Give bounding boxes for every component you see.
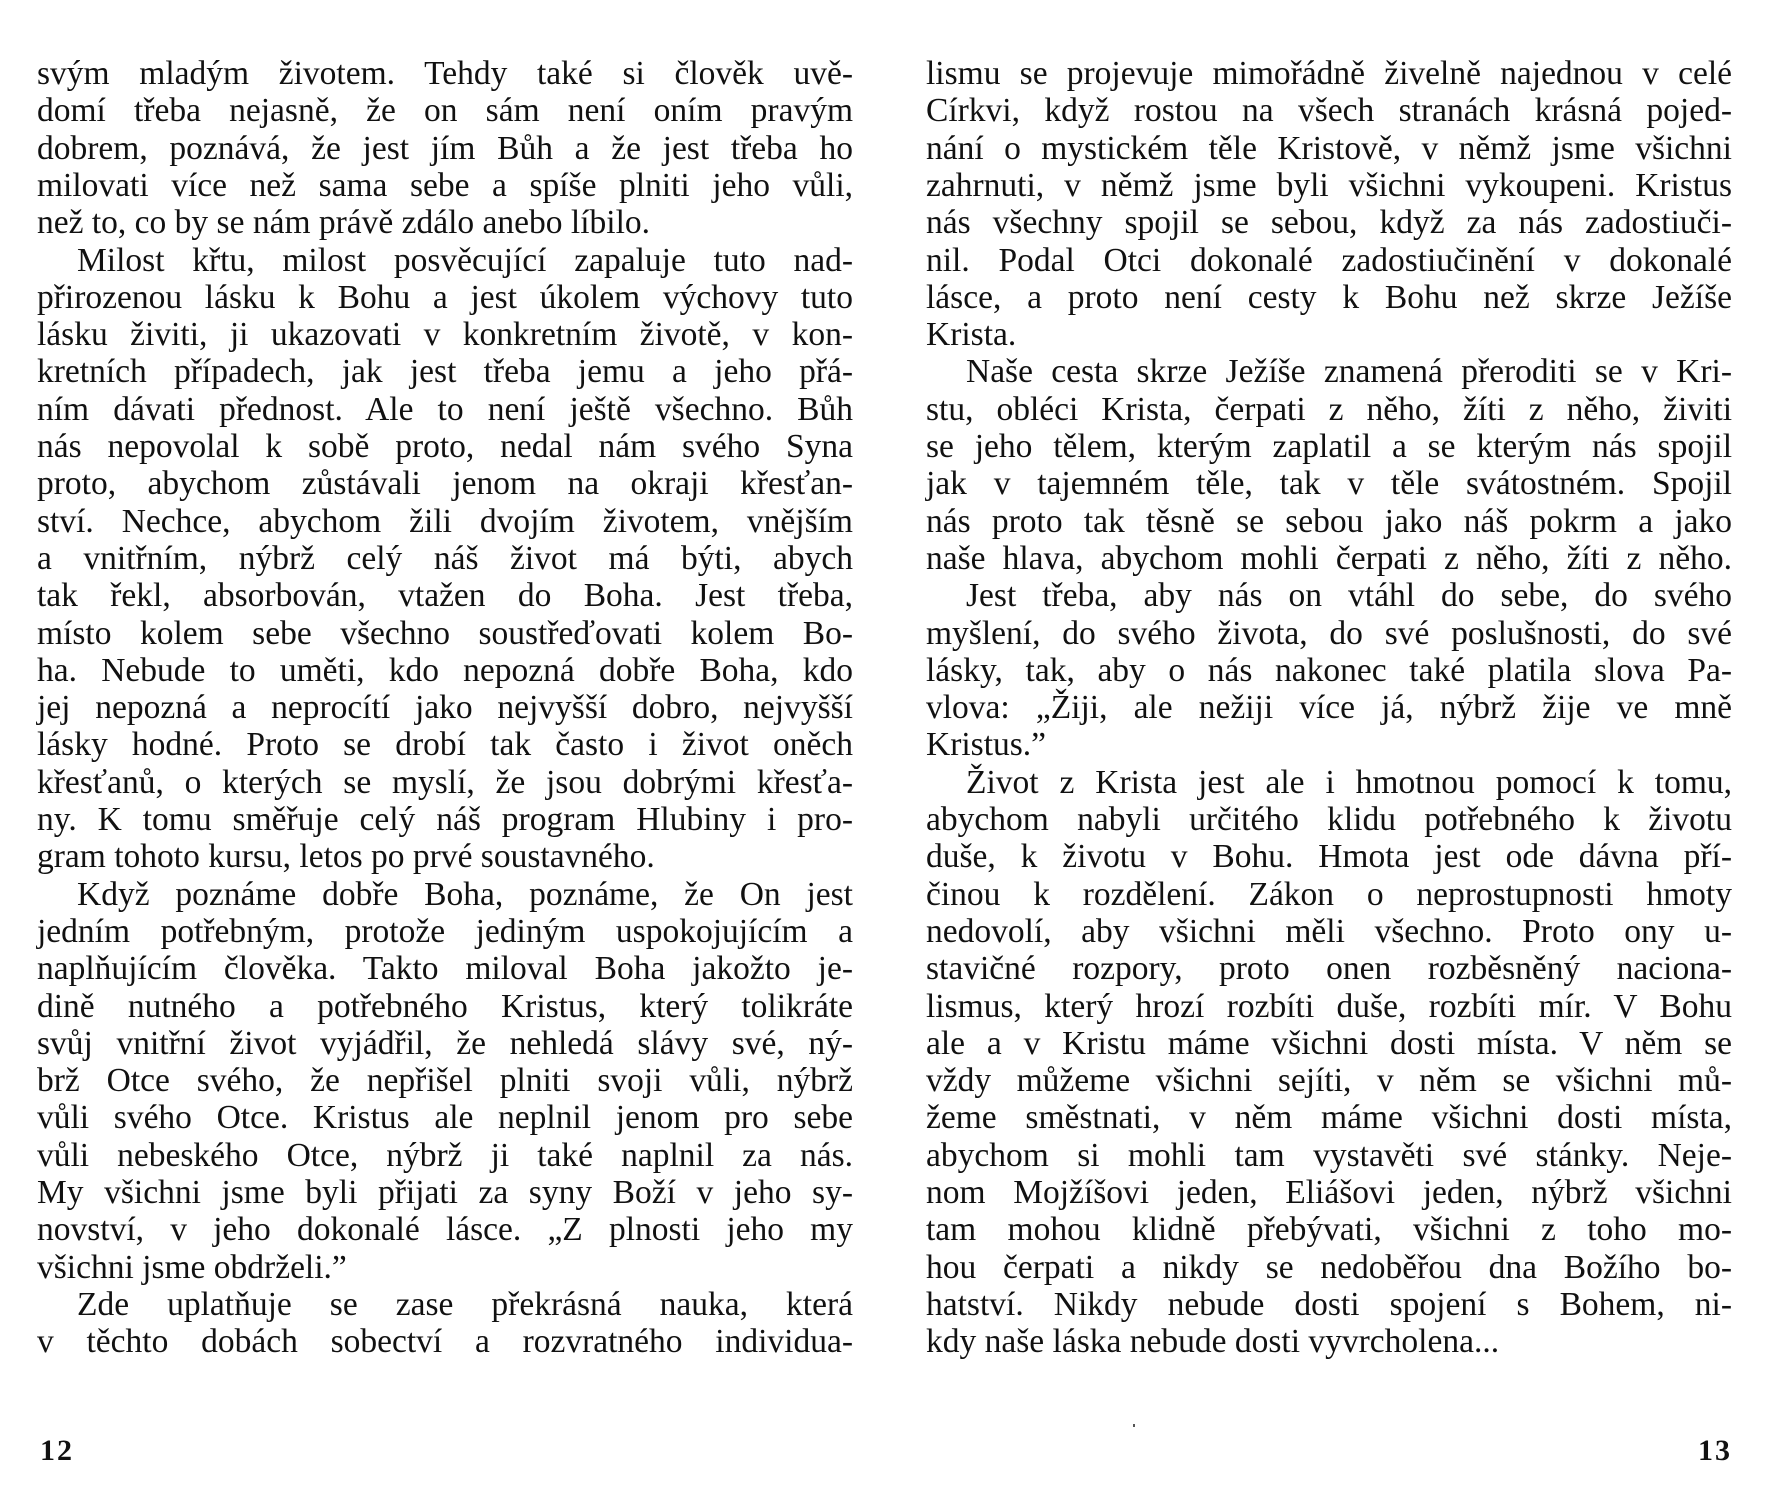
text-line: zahrnuti, v němž jsme byli všichni vykoupeni. Kristus	[926, 166, 1732, 204]
text-line: jej nepozná a neprocítí jako nejvyšší dobro, nejvyšší	[37, 689, 853, 727]
text-line: v těchto dobách sobectví a rozvratného individua-	[37, 1323, 853, 1361]
text-line: žeme směstnati, v něm máme všichni dosti místa,	[926, 1099, 1732, 1137]
text-line: místo kolem sebe všechno soustřeďovati kolem Bo-	[37, 614, 853, 652]
text-line: naše hlava, abychom mohli čerpati z něho, žíti z něho.	[926, 539, 1732, 577]
text-line: nás nepovolal k sobě proto, nedal nám svého Syna	[37, 428, 853, 465]
text-line: vůli svého Otce. Kristus ale neplnil jenom pro sebe	[37, 1099, 853, 1137]
text-line: vlova: „Žiji, ale nežiji více já, nýbrž žije ve mně	[926, 689, 1732, 727]
paragraph-first-line: Milost křtu, milost posvěcující zapaluje tuto nad-	[77, 241, 853, 279]
text-line: Kristus.”	[926, 726, 1047, 764]
text-line: nom Mojžíšovi jeden, Eliášovi jeden, nýbrž všichni	[926, 1174, 1732, 1211]
text-line: proto, abychom zůstávali jenom na okraji křesťan-	[37, 465, 853, 503]
text-line: hou čerpati a nikdy se nedoběřou dna Božího bo-	[926, 1248, 1732, 1286]
text-line: všichni jsme obdrželi.”	[37, 1248, 347, 1286]
text-line: kretních případech, jak jest třeba jemu a jeho přá-	[37, 353, 853, 391]
text-line: My všichni jsme byli přijati za syny Boží v jeho sy-	[37, 1174, 853, 1211]
text-line: dobrem, poznává, že jest jím Bůh a že jest třeba ho	[37, 129, 853, 167]
text-line: dině nutného a potřebného Kristus, který tolikráte	[37, 987, 853, 1025]
text-line: vůli nebeského Otce, nýbrž ji také naplnil za nás.	[37, 1136, 853, 1174]
paragraph-first-line: Jest třeba, aby nás on vtáhl do sebe, do svého	[966, 577, 1732, 615]
text-line: ství. Nechce, abychom žili dvojím životem, vnějším	[37, 502, 853, 540]
text-line: abychom si mohli tam vystavěti své stánky. Neje-	[926, 1136, 1732, 1174]
text-line: přirozenou lásku k Bohu a jest úkolem výchovy tuto	[37, 278, 853, 316]
paragraph-first-line: Naše cesta skrze Ježíše znamená přeroditi se v Kri-	[966, 353, 1732, 391]
text-line: ny. K tomu směřuje celý náš program Hlubiny i pro-	[37, 801, 853, 838]
text-line: brž Otce svého, že nepřišel plniti svoji vůli, nýbrž	[37, 1062, 853, 1100]
text-line: naplňujícím člověka. Takto miloval Boha jakožto je-	[37, 950, 853, 988]
text-line: hatství. Nikdy nebude dosti spojení s Bohem, ni-	[926, 1285, 1732, 1323]
text-line: lásky, tak, aby o nás nakonec také platila slova Pa-	[926, 651, 1732, 689]
text-line: ale a v Kristu máme všichni dosti místa. V něm se	[926, 1024, 1732, 1062]
text-line: novství, v jeho dokonalé lásce. „Z plnosti jeho my	[37, 1211, 853, 1249]
text-line: než to, co by se nám právě zdálo anebo líbilo.	[37, 204, 651, 242]
text-line: Církvi, když rostou na všech stranách krásná pojed-	[926, 92, 1732, 130]
text-line: nás všechny spojil se sebou, když za nás zadostiuči-	[926, 204, 1732, 242]
scan-speck	[1133, 1424, 1135, 1427]
page-number-right: 13	[1698, 1434, 1732, 1467]
text-line: nás proto tak těsně se sebou jako náš pokrm a jako	[926, 502, 1732, 540]
text-line: tam mohou klidně přebývati, všichni z toho mo-	[926, 1211, 1732, 1249]
text-line: kdy naše láska nebude dosti vyvrcholena...	[926, 1323, 1500, 1361]
text-line: myšlení, do svého života, do své poslušnosti, do své	[926, 614, 1732, 652]
text-line: Krista.	[926, 316, 1017, 354]
text-line: lismus, který hrozí rozbíti duše, rozbíti mír. V Bohu	[926, 987, 1732, 1025]
text-line: tak řekl, absorbován, vtažen do Boha. Jest třeba,	[37, 577, 853, 615]
text-line: nedovolí, aby všichni měli všechno. Proto ony u-	[926, 912, 1732, 950]
text-line: stu, obléci Krista, čerpati z něho, žíti z něho, živiti	[926, 390, 1732, 428]
text-line: lismu se projevuje mimořádně živelně najednou v celé	[926, 55, 1732, 92]
paragraph-first-line: Život z Krista jest ale i hmotnou pomocí k tomu,	[966, 763, 1732, 801]
text-line: lásky hodné. Proto se drobí tak často i život oněch	[37, 726, 853, 764]
text-line: a vnitřním, nýbrž celý náš život má býti, abych	[37, 539, 853, 577]
text-line: vždy můžeme všichni sejíti, v něm se všichni mů-	[926, 1062, 1732, 1100]
text-line: domí třeba nejasně, že on sám není oním pravým	[37, 92, 853, 130]
text-line: nání o mystickém těle Kristově, v němž jsme všichni	[926, 129, 1732, 167]
text-line: stavičné rozpory, proto onen rozběsněný naciona-	[926, 950, 1732, 988]
text-line: ním dávati přednost. Ale to není ještě všechno. Bůh	[37, 390, 853, 428]
text-line: se jeho tělem, kterým zaplatil a se kterým nás spojil	[926, 428, 1732, 465]
text-line: svým mladým životem. Tehdy také si člověk uvě-	[37, 55, 853, 92]
text-line: jak v tajemném těle, tak v těle svátostném. Spojil	[926, 465, 1732, 503]
text-line: křesťanů, o kterých se myslí, že jsou dobrými křesťa-	[37, 763, 853, 801]
text-line: milovati více než sama sebe a spíše plniti jeho vůli,	[37, 166, 853, 204]
text-line: lásku živiti, ji ukazovati v konkretním životě, v kon-	[37, 316, 853, 354]
text-line: činou k rozdělení. Zákon o neprostupnosti hmoty	[926, 875, 1732, 913]
text-line: duše, k životu v Bohu. Hmota jest ode dávna pří-	[926, 838, 1732, 876]
page-right	[886, 0, 1772, 1500]
text-line: jedním potřebným, protože jediným uspokojujícím a	[37, 912, 853, 950]
text-line: ha. Nebude to uměti, kdo nepozná dobře Boha, kdo	[37, 651, 853, 689]
paragraph-first-line: Zde uplatňuje se zase překrásná nauka, která	[77, 1285, 853, 1323]
text-line: nil. Podal Otci dokonalé zadostiučinění v dokonalé	[926, 241, 1732, 279]
text-line: gram tohoto kursu, letos po prvé soustavného.	[37, 838, 655, 876]
paragraph-first-line: Když poznáme dobře Boha, poznáme, že On jest	[77, 875, 853, 913]
text-line: abychom nabyli určitého klidu potřebného k životu	[926, 801, 1732, 838]
text-line: svůj vnitřní život vyjádřil, že nehledá slávy své, ný-	[37, 1024, 853, 1062]
page-number-left: 12	[40, 1434, 74, 1467]
text-line: lásce, a proto není cesty k Bohu než skrze Ježíše	[926, 278, 1732, 316]
